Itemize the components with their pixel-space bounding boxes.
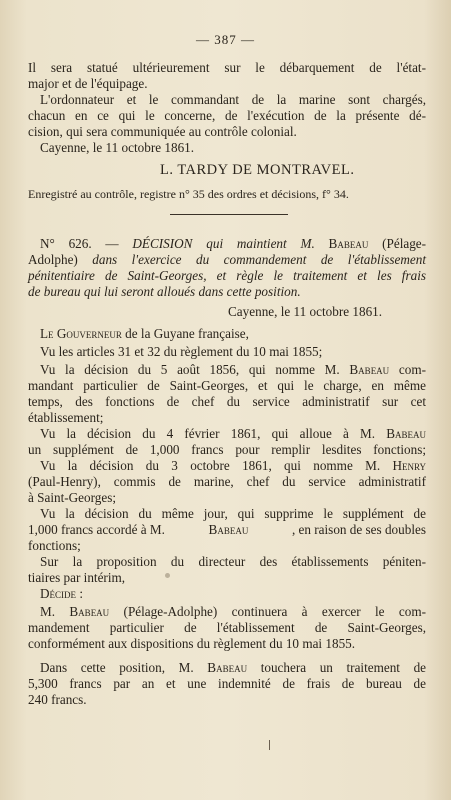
body-text: Vu la décision du 5 août 1856, qui nomme M. bbox=[40, 362, 340, 377]
body-line: tiaires par intérim, bbox=[28, 570, 126, 585]
decide-heading: Décide : bbox=[40, 586, 83, 601]
body-line bbox=[40, 426, 426, 442]
place-date: Cayenne, le 11 octobre 1861. bbox=[228, 304, 383, 319]
paragraph-line: Il sera statué ultérieurement sur le débarquement de l'état- bbox=[28, 60, 426, 75]
body-text: M. bbox=[40, 604, 56, 619]
body-line: mandant particulier de Saint-Georges, et qui le charge, en même bbox=[28, 378, 426, 393]
paragraph-line: cision, qui sera communiquée au contrôle colonial. bbox=[28, 124, 297, 139]
place-date: Cayenne, le 11 octobre 1861. bbox=[40, 140, 195, 155]
section-divider bbox=[170, 214, 288, 215]
preamble-text: de la Guyane française, bbox=[121, 326, 249, 341]
body-line: fonctions; bbox=[28, 538, 81, 553]
body-text: (Pélage-Adolphe) continuera à exercer le com- bbox=[123, 604, 426, 619]
body-line: Sur la proposition du directeur des établissements péniten- bbox=[40, 554, 426, 569]
decision-heading-line-3: pénitentiaire de Saint-Georges, et règle le traitement et les frais bbox=[28, 268, 426, 283]
person-name: Babeau bbox=[69, 604, 110, 619]
decision-heading-line-4: de bureau qui lui seront alloués dans cette position. bbox=[28, 284, 301, 299]
person-name: Babeau bbox=[207, 660, 248, 675]
body-line: (Paul-Henry), commis de marine, chef du service administratif bbox=[28, 474, 426, 489]
signature: L. TARDY DE MONTRAVEL. bbox=[160, 162, 355, 178]
body-line bbox=[40, 458, 426, 474]
body-line bbox=[40, 604, 426, 620]
decision-heading-line-1 bbox=[40, 236, 426, 252]
governor-title: Le Gouverneur bbox=[40, 326, 122, 341]
body-line: conformément aux dispositions du règlement du 10 mai 1855. bbox=[28, 636, 356, 651]
person-name: Babeau bbox=[349, 362, 390, 377]
body-line: un supplément de 1,000 francs pour remplir lesdites fonctions; bbox=[28, 442, 426, 457]
body-text: , en raison de ses doubles bbox=[291, 522, 426, 537]
body-text: Vu la décision du 3 octobre 1861, qui nomme M. bbox=[40, 458, 381, 473]
body-text: 1,000 francs accordé à M. bbox=[28, 522, 165, 537]
heading-text: (Pélage- bbox=[382, 236, 427, 251]
decision-number: N° 626. — bbox=[40, 236, 119, 251]
registration-note: Enregistré au contrôle, registre n° 35 des ordres et décisions, f° 34. bbox=[28, 187, 349, 201]
body-line: temps, des fonctions de chef du service administratif sur cet bbox=[28, 394, 426, 409]
body-text: Dans cette position, M. bbox=[40, 660, 194, 675]
paragraph-line: chacun en ce qui le concerne, de l'exécution de la présente dé- bbox=[28, 108, 426, 123]
body-text: Vu la décision du 4 février 1861, qui alloue à M. bbox=[40, 426, 376, 441]
body-line bbox=[40, 660, 426, 676]
body-line: à Saint-Georges; bbox=[28, 490, 117, 505]
body-line bbox=[28, 522, 426, 538]
person-name: Babeau bbox=[386, 426, 426, 441]
body-text: com- bbox=[398, 362, 426, 377]
heading-text: Adolphe) bbox=[28, 252, 78, 267]
paragraph-line: major et de l'équipage. bbox=[28, 76, 148, 91]
heading-text: qui maintient M. bbox=[206, 236, 315, 251]
body-line: mandement particulier de l'établissement de Saint-Georges, bbox=[28, 620, 426, 635]
page-mark bbox=[269, 740, 270, 750]
heading-text: dans l'exercice du commandement de l'établissement bbox=[92, 252, 426, 267]
preamble-line bbox=[40, 326, 249, 342]
page-number: — 387 — bbox=[196, 32, 255, 47]
body-line: Vu la décision du même jour, qui supprime le supplément de bbox=[40, 506, 426, 521]
paper-blemish bbox=[165, 573, 170, 578]
person-name: Henry bbox=[392, 458, 427, 473]
body-line bbox=[40, 362, 426, 378]
body-text: touchera un traitement de bbox=[260, 660, 427, 675]
body-line: établissement; bbox=[28, 410, 104, 425]
body-line: 240 francs. bbox=[28, 692, 87, 707]
paragraph-line: L'ordonnateur et le commandant de la marine sont chargés, bbox=[40, 92, 426, 107]
body-line: 5,300 francs par an et une indemnité de frais de bureau de bbox=[28, 676, 426, 691]
decision-heading-line-2 bbox=[28, 252, 426, 268]
person-name: Babeau bbox=[328, 236, 369, 251]
decision-title: DÉCISION bbox=[132, 236, 193, 251]
body-line: Vu les articles 31 et 32 du règlement du 10 mai 1855; bbox=[40, 344, 323, 359]
person-name: Babeau bbox=[208, 522, 249, 537]
